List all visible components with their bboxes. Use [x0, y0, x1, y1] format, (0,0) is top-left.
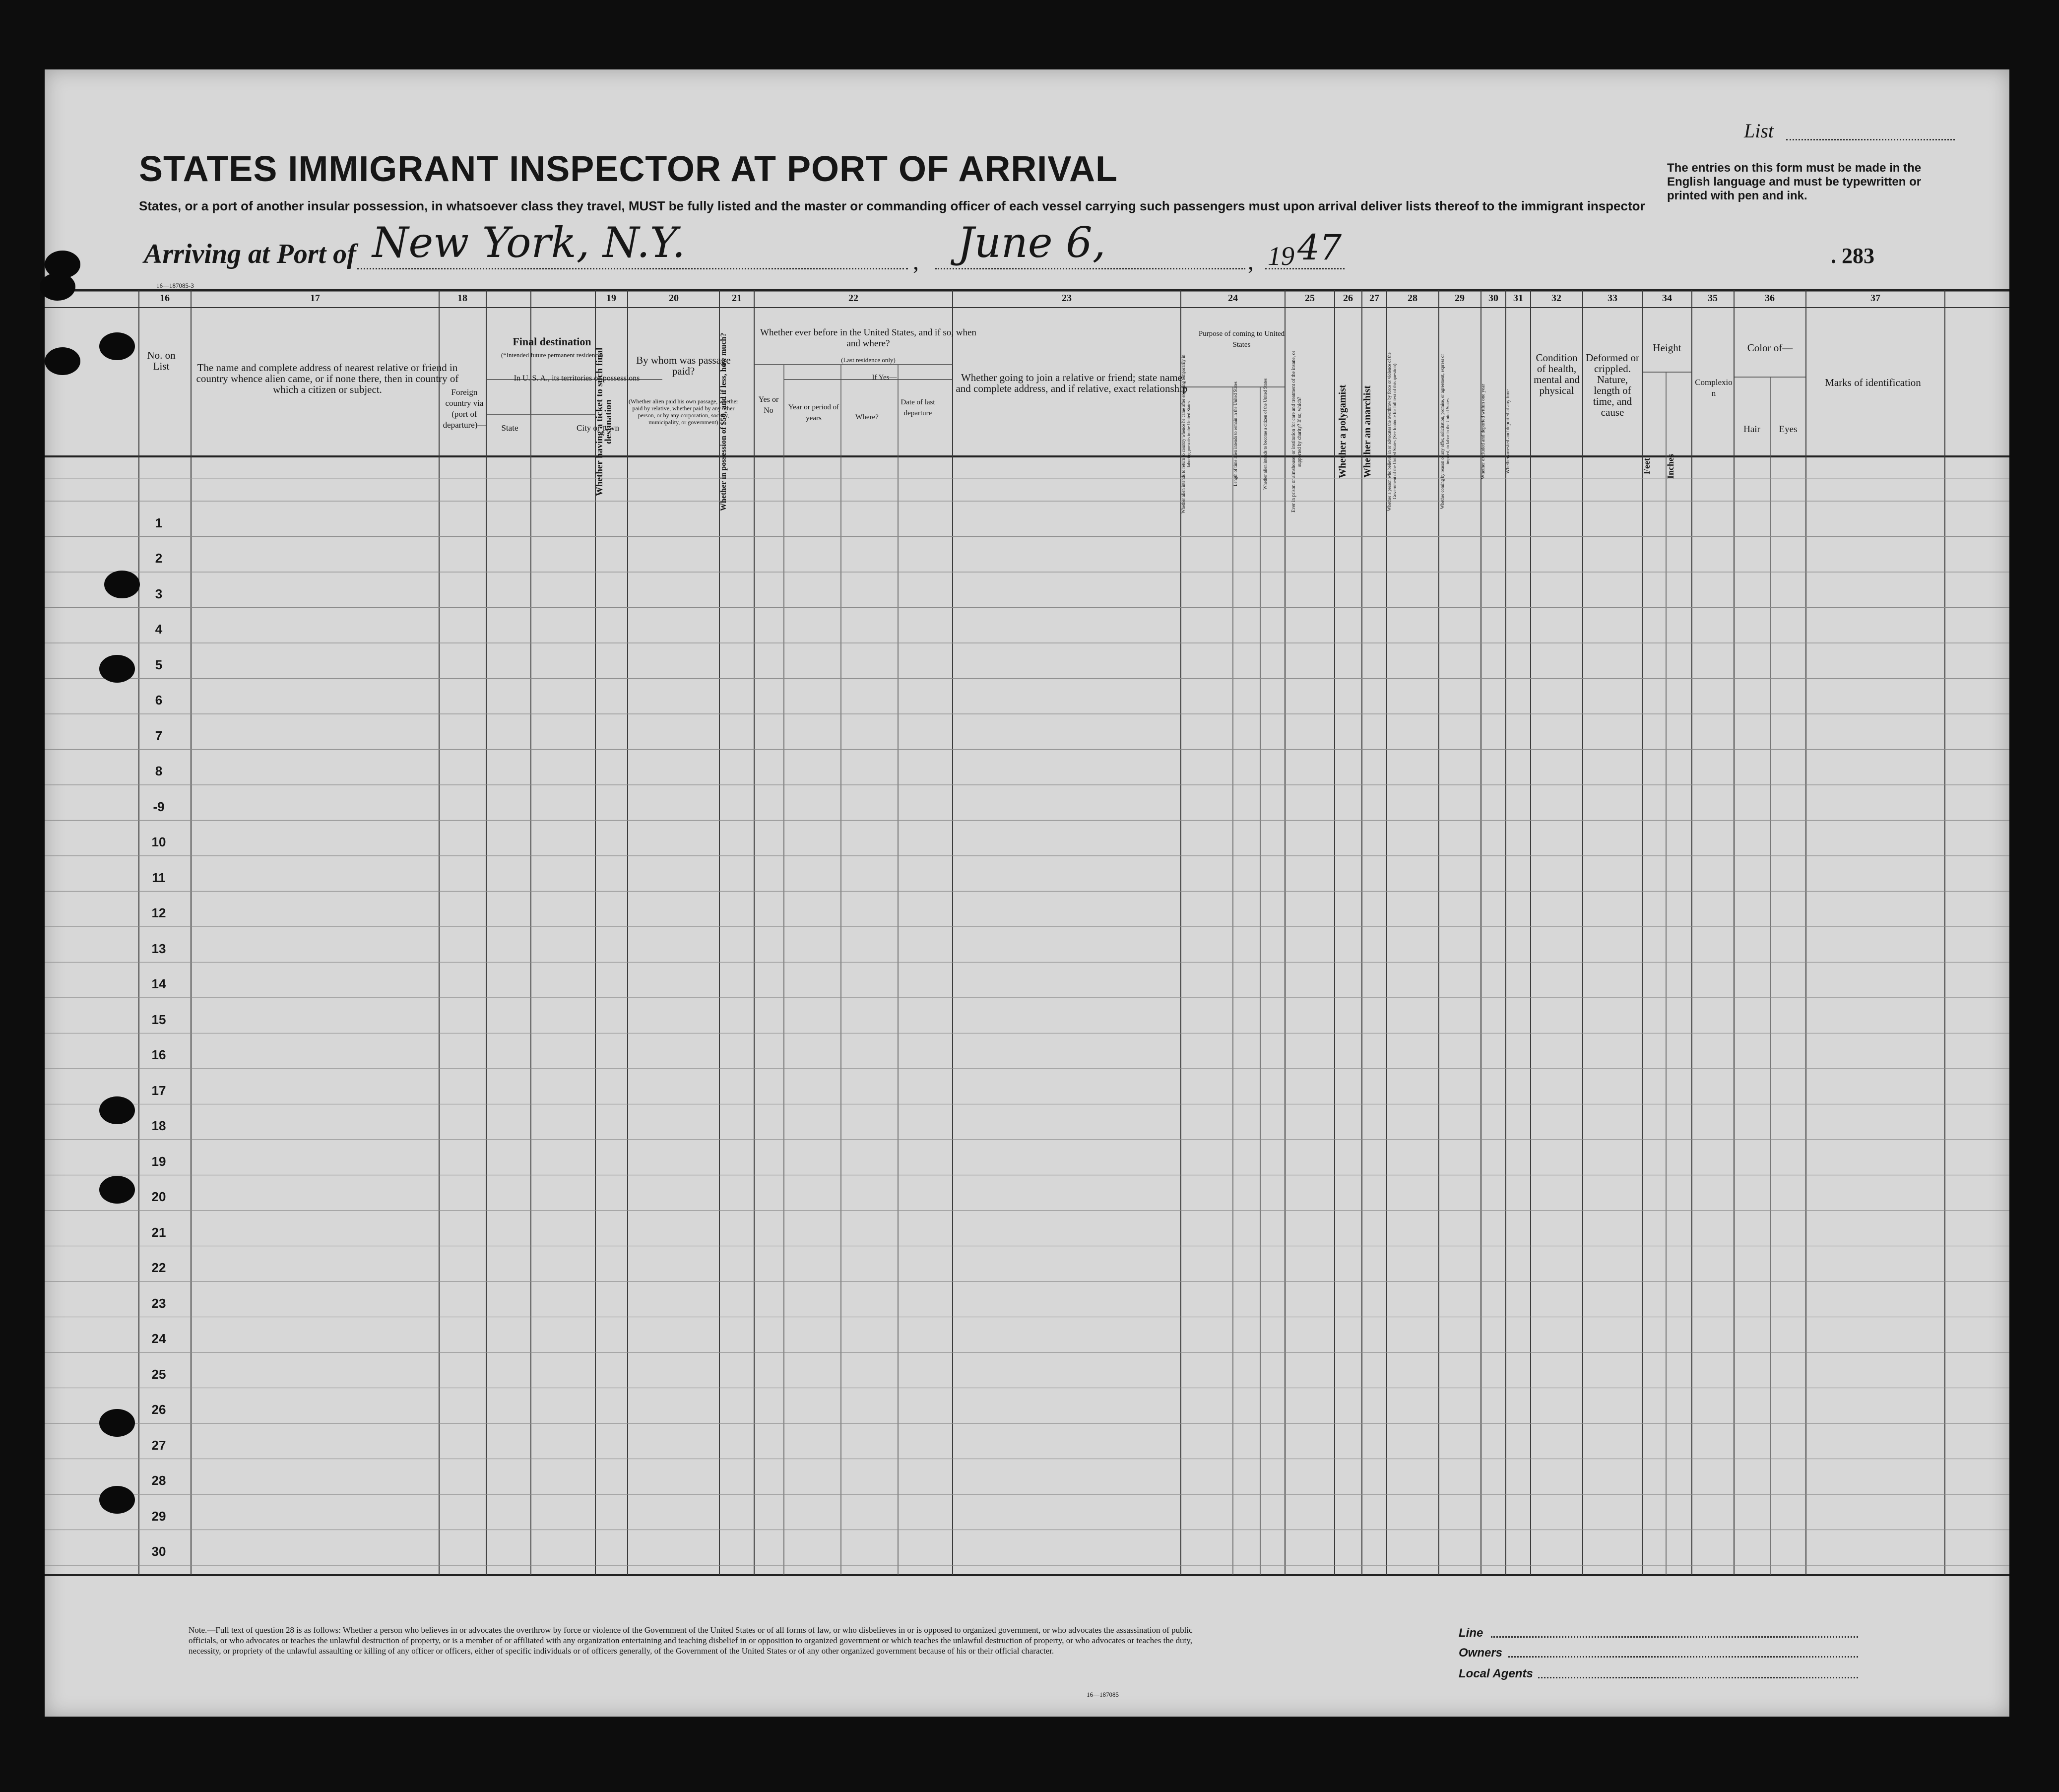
- form-title: STATES IMMIGRANT INSPECTOR AT PORT OF ARRIVAL: [139, 149, 1118, 189]
- column-number: 18: [457, 293, 467, 304]
- header-c23: Whether going to join a relative or friend; state name and complete address, and if relative, exact relationship: [956, 372, 1188, 394]
- header-c36-eyes: Eyes: [1779, 424, 1798, 435]
- column-number: 23: [1062, 293, 1072, 304]
- year-handwritten: 47: [1297, 227, 1342, 268]
- row-number: 14: [151, 976, 166, 992]
- header-c25: Ever in prison or almshouse, or institution for care and treatment of the insane, or supported by charity? If so, which?: [1291, 350, 1302, 513]
- row-number: 19: [151, 1153, 166, 1169]
- header-c33: Deformed or crippled. Nature, length of time, and cause: [1586, 352, 1639, 418]
- punch-hole: [40, 273, 75, 301]
- punch-hole: [99, 1176, 135, 1204]
- row-number: 6: [155, 693, 163, 708]
- header-c19: Whether having a ticket to such final destination: [594, 347, 614, 496]
- header-c36-title: Color of—: [1747, 342, 1793, 354]
- column-number: 17: [310, 293, 320, 304]
- row-number: 4: [155, 622, 163, 637]
- agents-label: Local Agents: [1459, 1667, 1533, 1680]
- row-number: 26: [151, 1402, 166, 1417]
- row-number: 11: [152, 870, 166, 885]
- date-handwritten: June 6,: [958, 218, 1106, 267]
- form-instructions: The entries on this form must be made in the English language and must be typewritten or printed with pen and ink.: [1667, 161, 1922, 202]
- header-c24-a: Whether alien intends to return to country whence he came after engaging temporarily in laboring pursuits in the United States: [1181, 354, 1191, 514]
- header-c18-usa: In U. S. A., its territories or possessions: [514, 374, 640, 383]
- punch-hole: [99, 1096, 135, 1124]
- column-number: 33: [1608, 293, 1617, 304]
- year-printed: 19: [1268, 241, 1294, 271]
- header-c18-foreign: Foreign country via (port of departure)—: [443, 387, 486, 430]
- line-label: Line: [1459, 1626, 1483, 1640]
- column-number: 35: [1708, 293, 1718, 304]
- header-c32: Condition of health, mental and physical: [1534, 352, 1580, 396]
- header-c36-hair: Hair: [1743, 424, 1760, 435]
- header-c34-title: Height: [1653, 342, 1681, 354]
- header-c21: Whether in possession of $50, and if less, how much?: [719, 332, 728, 511]
- column-number: 27: [1369, 293, 1379, 304]
- row-number: 1: [155, 515, 163, 530]
- header-c34-feet: Feet: [1642, 458, 1652, 475]
- row-number: 13: [151, 941, 166, 956]
- comma-1: ,: [913, 249, 919, 275]
- comma-2: ,: [1248, 249, 1254, 275]
- header-c29: Whether coming by reason of any offer, solicitation, promise, or agreement, express or implied, to labor in the United States: [1440, 354, 1450, 510]
- agents-blank: [1538, 1677, 1858, 1678]
- row-number: 15: [151, 1012, 166, 1027]
- row-number: 3: [155, 586, 163, 601]
- column-number: 16: [160, 293, 170, 304]
- header-c20-title: By whom was passage paid?: [636, 354, 731, 377]
- header-c22-title: Whether ever before in the United States, and if so, when and where?: [760, 327, 976, 349]
- header-c26: Whether a polygamist: [1337, 384, 1348, 479]
- punch-hole: [104, 571, 140, 598]
- owners-blank: [1508, 1656, 1858, 1658]
- manifest-page: [45, 69, 2009, 1717]
- row-number: 2: [155, 551, 163, 566]
- column-number: 20: [669, 293, 679, 304]
- punch-hole: [99, 332, 135, 360]
- header-c16: No. on List: [147, 349, 176, 372]
- row-number: 28: [151, 1473, 166, 1488]
- header-c18-title: Final destination: [513, 335, 591, 348]
- header-c22-yesno: Yes or No: [758, 395, 779, 415]
- punch-hole: [99, 1409, 135, 1437]
- header-c24-c: Whether alien intends to become a citizen of the United States: [1263, 378, 1268, 490]
- row-number: 16: [151, 1047, 166, 1063]
- header-c37: Marks of identification: [1825, 377, 1921, 388]
- column-number: 28: [1408, 293, 1417, 304]
- column-number: 21: [732, 293, 742, 304]
- header-c18-city: City or town: [577, 423, 619, 433]
- punch-hole: [45, 347, 80, 375]
- column-number: 32: [1551, 293, 1561, 304]
- row-number: 7: [155, 728, 163, 743]
- header-c24-b: Length of time alien intends to remain in the United States: [1233, 382, 1238, 487]
- page-number: . 283: [1831, 244, 1874, 268]
- row-number: 12: [151, 905, 166, 921]
- row-number: 24: [151, 1331, 166, 1346]
- owners-label: Owners: [1459, 1646, 1503, 1660]
- column-number: 19: [606, 293, 616, 304]
- header-c18-note: (*Intended future permanent residence): [501, 351, 603, 359]
- row-number: 29: [151, 1508, 166, 1524]
- column-number: 24: [1228, 293, 1238, 304]
- port-handwritten: New York, N.Y.: [372, 218, 686, 267]
- row-number: 17: [151, 1083, 166, 1098]
- form-subtitle: States, or a port of another insular possession, in whatsoever class they travel, MUST be fully listed and the master or commanding officer of each vessel carrying such passengers must upon arrival deliver lists thereof to the immigrant inspector: [139, 198, 1645, 213]
- column-number: 25: [1305, 293, 1315, 304]
- column-number: 36: [1765, 293, 1775, 304]
- column-number: 30: [1488, 293, 1498, 304]
- column-number: 34: [1662, 293, 1672, 304]
- arriving-label: Arriving at Port of: [144, 239, 356, 269]
- header-c24-title: Purpose of coming to United States: [1198, 330, 1285, 349]
- header-c22-ifyes: If Yes—: [872, 374, 897, 382]
- header-c20-note: (Whether alien paid his own passage, whether paid by relative, whether paid by any other person, or by any corporation, society, municipality, or government): [629, 398, 738, 426]
- column-number: 22: [848, 293, 858, 304]
- list-label: List: [1744, 120, 1774, 142]
- row-number: 20: [151, 1189, 166, 1205]
- form-code-bottom: 16—187085: [1087, 1691, 1119, 1698]
- row-number: 8: [155, 764, 163, 779]
- column-number: 26: [1343, 293, 1353, 304]
- header-c30: Whether excluded and deported within one year: [1480, 384, 1486, 480]
- manifest-grid: [45, 69, 2009, 1717]
- column-number: 31: [1513, 293, 1523, 304]
- footnote-question-28: Note.—Full text of question 28 is as follows: Whether a person who believes in or advocates the overthrow by force or violence of the Government of the United States or of all forms of law, or who disbelieves in or is opposed to organized government, or who advocates the assassination of public officials, or who advocates or teaches the unlawful destruction of property, or is a member of or affiliated with any organization entertaining and teaching disbelief in or opposition to organized government or which teaches the unlawful destruction of property, or who advocates or teaches the duty, necessity, or propriety of the unlawful assaulting or killing of any officer or officers, either of specific individuals or of officers generally, of the Government of the United States or of any other organized government because of his or their official character.: [189, 1625, 1193, 1656]
- row-number: 25: [151, 1366, 166, 1382]
- header-c34-inches: Inches: [1666, 454, 1675, 479]
- header-c17: The name and complete address of nearest relative or friend in country whence alien came, or if none there, then in country of which a citizen or subject.: [196, 362, 459, 395]
- header-c22-where: Where?: [855, 413, 879, 421]
- row-number: -9: [153, 799, 165, 814]
- header-c27: Whether an anarchist: [1362, 385, 1373, 478]
- header-c31: Whether arrested and deported at any time: [1505, 389, 1511, 474]
- punch-hole: [99, 1486, 135, 1514]
- column-number: 37: [1870, 293, 1880, 304]
- header-c28: Whether a person who believes in or advocates the overthrow by force or violence of the Government of the United States (See footnote for full text of this question): [1387, 352, 1397, 511]
- row-number: 21: [151, 1224, 166, 1240]
- header-c22-note: (Last residence only): [841, 356, 896, 364]
- line-blank: [1491, 1636, 1858, 1638]
- column-number: 29: [1455, 293, 1465, 304]
- header-c22-date: Date of last departure: [901, 398, 935, 417]
- row-number: 30: [151, 1544, 166, 1559]
- row-number: 22: [151, 1260, 166, 1276]
- form-code-top: 16—187085-3: [156, 282, 194, 289]
- row-number: 27: [151, 1437, 166, 1453]
- row-number: 18: [151, 1118, 166, 1134]
- header-c22-years: Year or period of years: [788, 403, 839, 422]
- punch-hole: [99, 655, 135, 683]
- header-c35: Complexion: [1695, 378, 1733, 398]
- row-number: 10: [151, 834, 166, 850]
- row-number: 5: [155, 657, 163, 672]
- header-c18-state: State: [501, 423, 518, 433]
- row-number: 23: [151, 1295, 166, 1311]
